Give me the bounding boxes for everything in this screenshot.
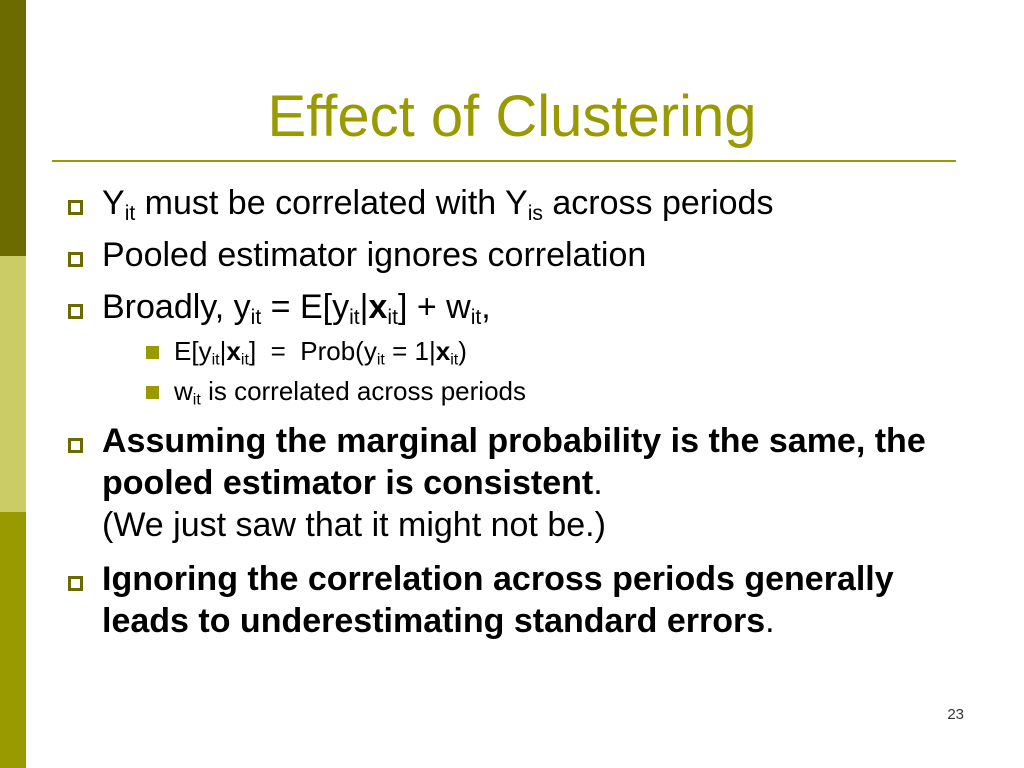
- bullet-yit-correlated: $Y_{it}$ must be correlated with $Y_{is}$ across periods: [62, 182, 962, 224]
- side-bar-mid: [0, 512, 26, 768]
- filled-square-bullet-icon: [146, 386, 159, 399]
- side-bar-light: [0, 256, 26, 512]
- hollow-square-bullet-icon: [68, 576, 83, 591]
- subbullet-wit-correlated: $w_{it}$ is correlated across periods: [146, 374, 962, 408]
- hollow-square-bullet-icon: [68, 438, 83, 453]
- bullet-pooled-estimator: Pooled estimator ignores correlation: [62, 234, 962, 276]
- bullet-broadly: Broadly, $y_{it} = E[y_{it}|x_{it}] + w_{it}$,: [62, 286, 962, 328]
- filled-square-bullet-icon: [146, 346, 159, 359]
- bullet-ignoring-correlation: Ignoring the correlation across periods generally leads to underestimating standard errors.: [62, 558, 962, 642]
- hollow-square-bullet-icon: [68, 252, 83, 267]
- hollow-square-bullet-icon: [68, 304, 83, 319]
- bullet-list: [62, 180, 962, 642]
- title-divider: [52, 160, 956, 162]
- hollow-square-bullet-icon: [68, 200, 83, 215]
- subbullet-expectation: $E[y_{it}|x_{it}]$ = $Prob(y_{it} = 1|x_{it})$: [146, 334, 962, 368]
- slide-title: Effect of Clustering: [267, 84, 757, 149]
- bullet-assuming-marginal: Assuming the marginal probability is the same, the pooled estimator is consistent. (We just saw that it might not be.): [62, 420, 962, 546]
- page-number: 23: [947, 706, 964, 723]
